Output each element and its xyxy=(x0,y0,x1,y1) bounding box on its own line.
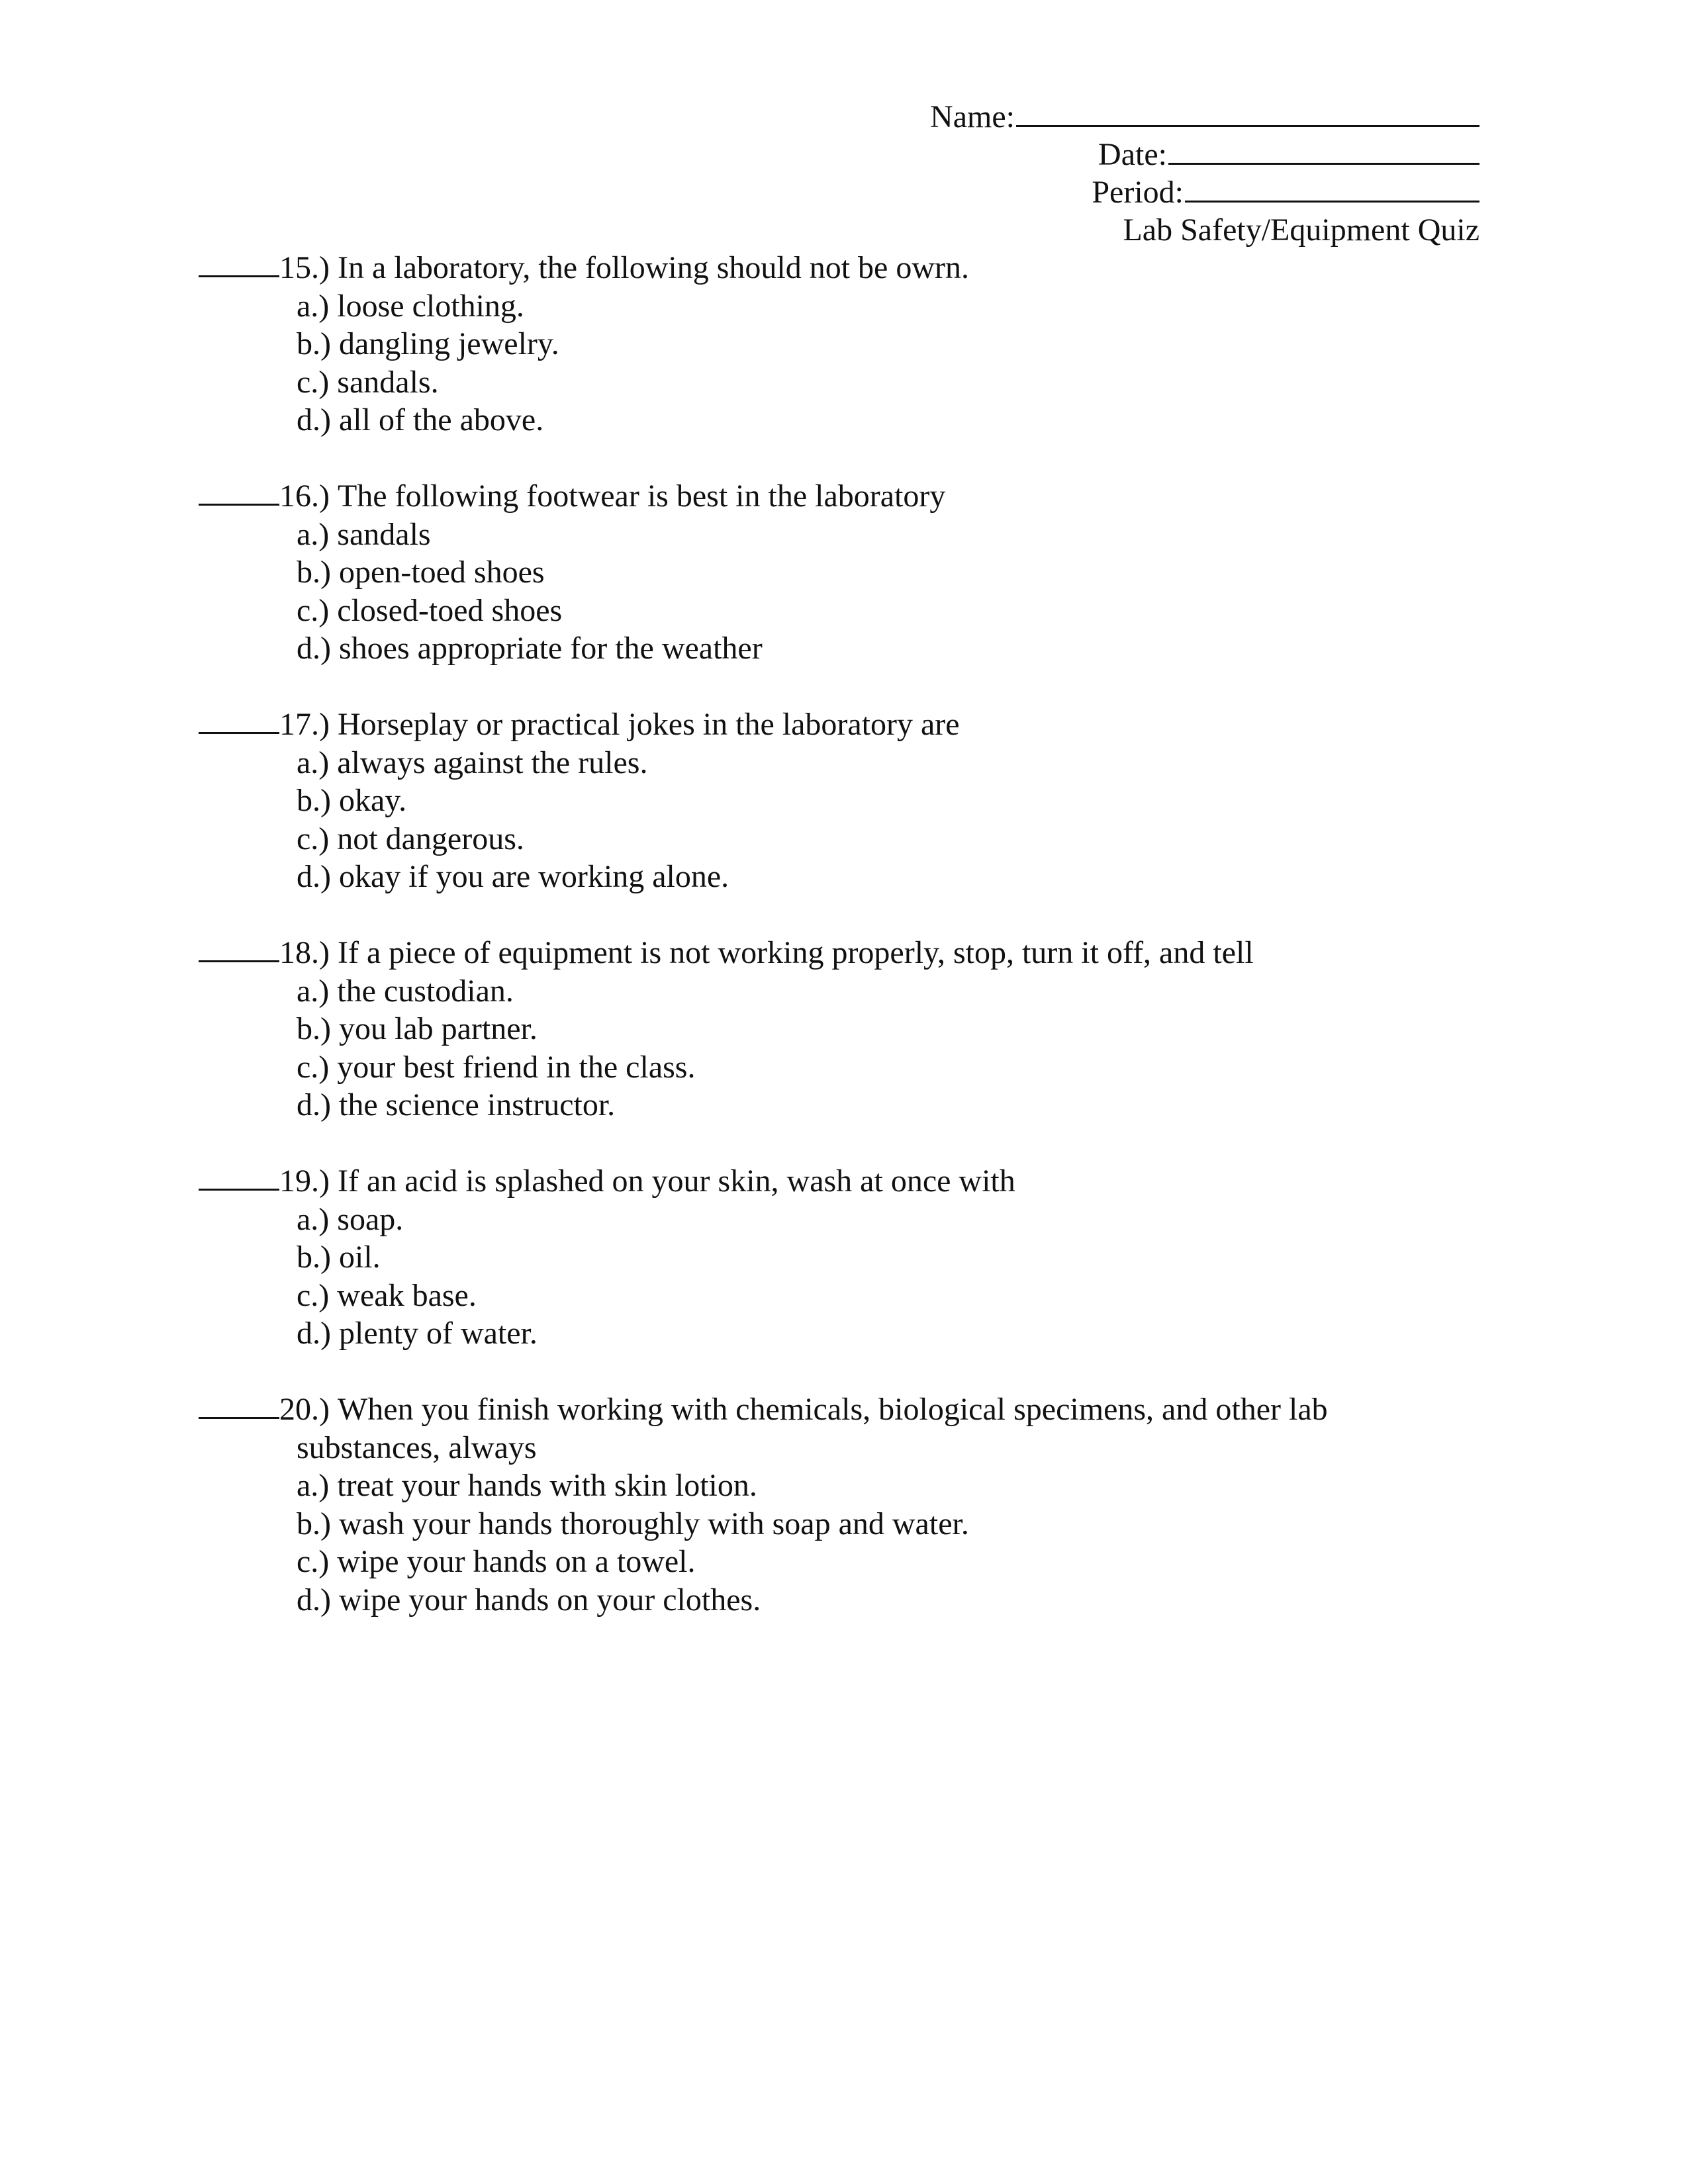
question-text: When you finish working with chemicals, biological specimens, and other lab xyxy=(337,1392,1328,1427)
question-number: 17.) xyxy=(279,707,330,742)
question-number: 19.) xyxy=(279,1163,330,1199)
option-c: c.) wipe your hands on a towel. xyxy=(297,1544,696,1579)
quiz-title-line xyxy=(553,211,1479,249)
question-number: 20.) xyxy=(279,1392,330,1427)
answer-blank xyxy=(199,1390,279,1419)
option-a: a.) treat your hands with skin lotion. xyxy=(297,1468,757,1503)
question-text-continuation: substances, always xyxy=(297,1430,537,1465)
answer-blank xyxy=(199,1162,279,1191)
option-a: a.) loose clothing. xyxy=(297,288,524,324)
answer-blank xyxy=(199,934,279,962)
option-d: d.) the science instructor. xyxy=(297,1087,616,1122)
question-number: 15.) xyxy=(279,250,330,285)
option-c: c.) weak base. xyxy=(297,1277,477,1313)
option-d: d.) plenty of water. xyxy=(297,1316,538,1351)
question-19 xyxy=(199,1162,1489,1353)
option-b: b.) dangling jewelry. xyxy=(297,326,559,361)
question-18 xyxy=(199,934,1489,1124)
question-stem xyxy=(199,1162,1489,1201)
quiz-header xyxy=(553,98,1479,249)
period-label: Period: xyxy=(1092,175,1184,210)
option-b: b.) oil. xyxy=(297,1240,381,1275)
answer-blank xyxy=(199,705,279,734)
option-b: b.) open-toed shoes xyxy=(297,555,545,590)
question-15 xyxy=(199,249,1489,439)
answer-blank xyxy=(199,249,279,277)
option-d: d.) all of the above. xyxy=(297,402,544,437)
option-b: b.) wash your hands thoroughly with soap and water. xyxy=(297,1506,969,1541)
date-label: Date: xyxy=(1098,137,1167,172)
option-c: c.) your best friend in the class. xyxy=(297,1049,696,1085)
question-text: The following footwear is best in the laboratory xyxy=(337,478,946,514)
option-d: d.) okay if you are working alone. xyxy=(297,859,729,894)
question-text: Horseplay or practical jokes in the laboratory are xyxy=(337,707,960,742)
option-c: c.) closed-toed shoes xyxy=(297,592,563,628)
option-c: c.) not dangerous. xyxy=(297,821,524,856)
option-b: b.) okay. xyxy=(297,783,407,818)
option-d: d.) wipe your hands on your clothes. xyxy=(297,1582,761,1617)
question-stem xyxy=(199,1390,1489,1429)
option-b: b.) you lab partner. xyxy=(297,1011,538,1046)
answer-blank xyxy=(199,477,279,506)
question-20 xyxy=(199,1390,1489,1619)
option-a: a.) the custodian. xyxy=(297,973,514,1009)
question-list xyxy=(199,249,1489,1657)
question-stem xyxy=(199,934,1489,972)
period-blank xyxy=(1185,175,1479,203)
question-text: If a piece of equipment is not working properly, stop, turn it off, and tell xyxy=(337,935,1254,970)
period-line xyxy=(553,173,1479,211)
question-text: In a laboratory, the following should not be owrn. xyxy=(337,250,970,285)
option-a: a.) soap. xyxy=(297,1201,404,1237)
question-stem xyxy=(199,477,1489,516)
name-blank xyxy=(1016,100,1479,127)
question-number: 18.) xyxy=(279,935,330,970)
option-d: d.) shoes appropriate for the weather xyxy=(297,631,763,666)
name-line xyxy=(553,98,1479,136)
date-line xyxy=(553,136,1479,173)
question-16 xyxy=(199,477,1489,668)
name-label: Name: xyxy=(930,99,1015,134)
option-c: c.) sandals. xyxy=(297,364,439,400)
option-a: a.) sandals xyxy=(297,516,431,552)
question-stem xyxy=(199,705,1489,744)
question-text: If an acid is splashed on your skin, wash at once with xyxy=(337,1163,1015,1199)
date-blank xyxy=(1168,138,1479,165)
question-17 xyxy=(199,705,1489,896)
question-number: 16.) xyxy=(279,478,330,514)
quiz-title: Lab Safety/Equipment Quiz xyxy=(1123,212,1479,248)
option-a: a.) always against the rules. xyxy=(297,745,648,780)
question-stem xyxy=(199,249,1489,287)
